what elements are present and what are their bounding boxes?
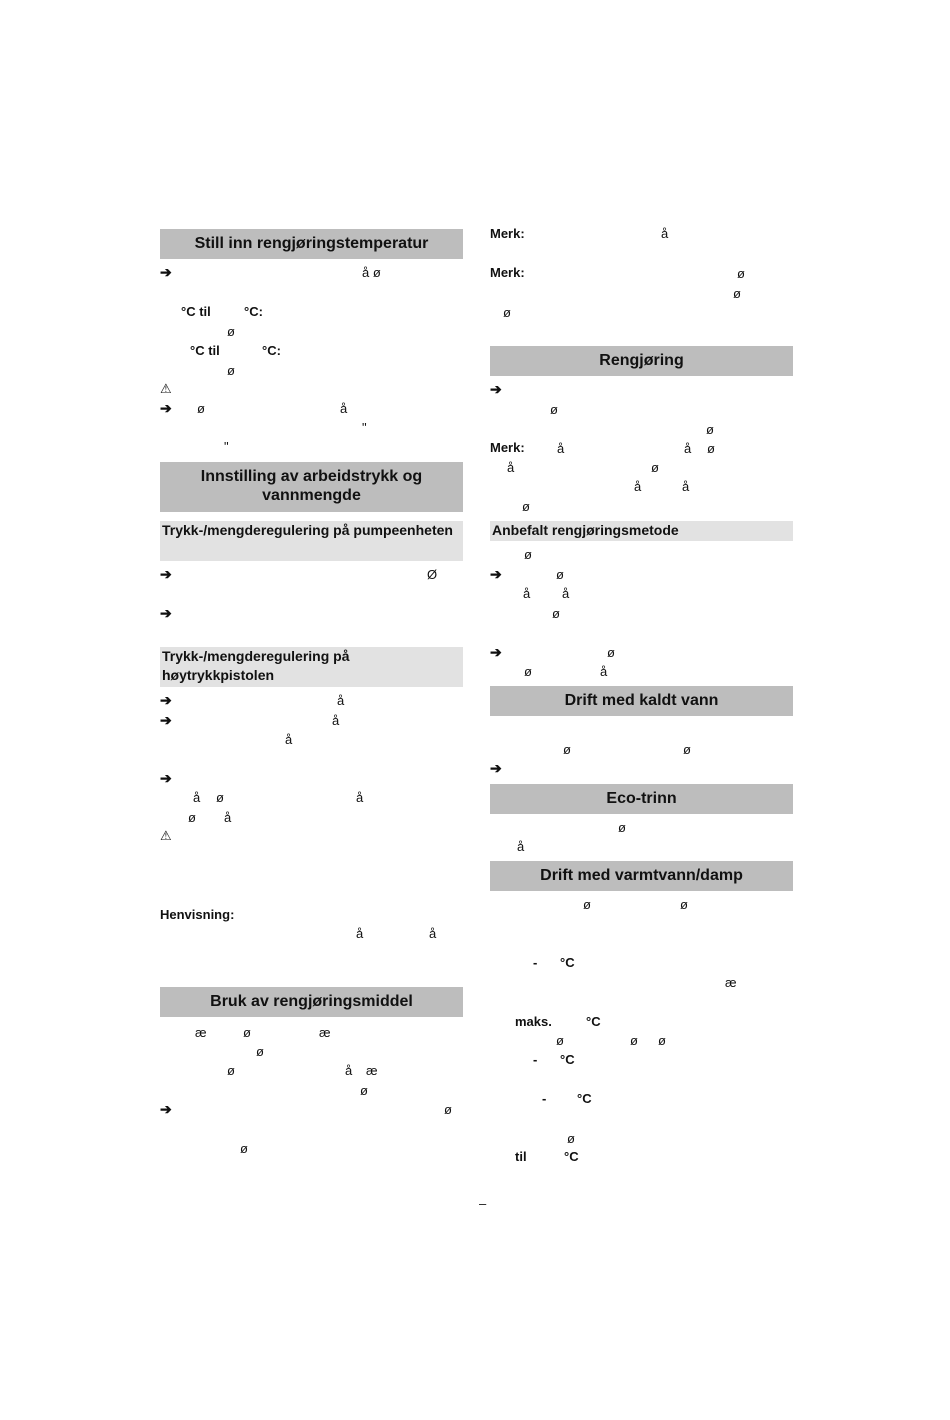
- text-fragment: ø: [216, 790, 224, 805]
- text-fragment: å: [517, 839, 525, 854]
- text-fragment: ø: [563, 742, 571, 757]
- text-fragment: ø: [550, 402, 558, 417]
- subheading-pump-unit: Trykk-/mengderegulering på pumpeenheten: [160, 521, 463, 561]
- text-fragment: ø: [256, 1044, 264, 1059]
- text-fragment: ø: [524, 547, 532, 562]
- text-fragment: å: [429, 926, 437, 941]
- temp-unit: °C: [577, 1091, 592, 1106]
- temp-dash: -: [542, 1091, 547, 1106]
- temp-unit: °C: [560, 955, 575, 970]
- arrow-icon: ➔: [160, 566, 172, 582]
- text-fragment: ø: [733, 286, 741, 301]
- warning-icon: ⚠: [160, 828, 172, 843]
- text-fragment: å: [345, 1063, 353, 1078]
- text-fragment: æ: [725, 975, 737, 990]
- note-label: Merk:: [490, 440, 525, 455]
- text-fragment: å: [600, 664, 608, 679]
- note-label: Merk:: [490, 265, 525, 280]
- text-fragment: å: [634, 479, 642, 494]
- text-fragment: ø: [522, 499, 530, 514]
- text-fragment: ø: [552, 606, 560, 621]
- arrow-icon: ➔: [160, 712, 172, 728]
- text-fragment: ø: [227, 1063, 235, 1078]
- text-fragment: ø: [227, 363, 235, 378]
- temp-unit: °C: [586, 1014, 601, 1029]
- text-fragment: å: [684, 441, 692, 456]
- section-heading-temperature: Still inn rengjøringstemperatur: [160, 229, 463, 259]
- text-fragment: ø: [240, 1141, 248, 1156]
- text-fragment: ø: [658, 1033, 666, 1048]
- text-fragment: ø: [503, 305, 511, 320]
- text-fragment: å: [523, 586, 531, 601]
- text-fragment: ø: [524, 664, 532, 679]
- section-heading-hot-water: Drift med varmtvann/damp: [490, 861, 793, 891]
- text-fragment: ø: [737, 266, 745, 281]
- text-fragment: å: [356, 926, 364, 941]
- note-label: Henvisning:: [160, 907, 235, 922]
- text-fragment: å: [557, 441, 565, 456]
- temp-range-label: til: [515, 1149, 527, 1164]
- arrow-icon: ➔: [160, 692, 172, 708]
- arrow-icon: ➔: [160, 605, 172, 621]
- arrow-icon: ➔: [160, 770, 172, 786]
- note-label: Merk:: [490, 226, 525, 241]
- text-fragment: ø: [227, 324, 235, 339]
- text-fragment: ø: [188, 810, 196, 825]
- text-fragment: å: [661, 226, 669, 241]
- text-fragment: æ: [195, 1025, 207, 1040]
- text-fragment: ø: [556, 567, 564, 582]
- text-fragment: ø: [360, 1083, 368, 1098]
- arrow-icon: ➔: [490, 566, 502, 582]
- text-fragment: å: [562, 586, 570, 601]
- text-fragment: å: [507, 460, 515, 475]
- section-heading-eco: Eco-trinn: [490, 784, 793, 814]
- temp-dash: -: [533, 955, 538, 970]
- text-fragment: å: [285, 732, 293, 747]
- arrow-icon: ➔: [490, 381, 502, 397]
- quote-mark: ": [362, 420, 367, 435]
- text-fragment: å: [682, 479, 690, 494]
- arrow-icon: ➔: [160, 264, 172, 280]
- text-fragment: å: [356, 790, 364, 805]
- temp-dash: -: [533, 1052, 538, 1067]
- arrow-icon: ➔: [490, 644, 502, 660]
- arrow-icon: ➔: [160, 1101, 172, 1117]
- text-fragment: ø: [243, 1025, 251, 1040]
- subheading-pressure-gun: Trykk-/mengderegulering på høytrykkpistolen: [160, 647, 463, 687]
- arrow-icon: ➔: [490, 760, 502, 776]
- text-fragment: å: [340, 401, 348, 416]
- text-fragment: ø: [556, 1033, 564, 1048]
- arrow-icon: ➔: [160, 400, 172, 416]
- page-number: –: [479, 1196, 487, 1211]
- text-fragment: ø: [567, 1131, 575, 1146]
- text-fragment: ø: [683, 742, 691, 757]
- section-heading-detergent: Bruk av rengjøringsmiddel: [160, 987, 463, 1017]
- text-fragment: å: [337, 693, 345, 708]
- temp-unit: °C: [560, 1052, 575, 1067]
- section-heading-pressure: Innstilling av arbeidstrykk og vannmengde: [160, 462, 463, 512]
- text-fragment: å: [332, 713, 340, 728]
- text-fragment: æ: [366, 1063, 378, 1078]
- text-fragment: ø: [680, 897, 688, 912]
- text-fragment: ø: [706, 422, 714, 437]
- text-fragment: Ø: [427, 567, 438, 582]
- text-fragment: ø: [444, 1102, 452, 1117]
- text-fragment: ø: [197, 401, 205, 416]
- text-fragment: å: [193, 790, 201, 805]
- text-fragment: æ: [319, 1025, 331, 1040]
- text-fragment: ø: [707, 441, 715, 456]
- section-heading-cold-water: Drift med kaldt vann: [490, 686, 793, 716]
- text-fragment: ø: [630, 1033, 638, 1048]
- text-fragment: å: [224, 810, 232, 825]
- text-fragment: ø: [583, 897, 591, 912]
- temp-range-unit: °C:: [262, 343, 281, 358]
- temp-range-label: °C til: [181, 304, 211, 319]
- temp-unit: °C: [564, 1149, 579, 1164]
- quote-mark: ": [224, 439, 229, 454]
- text-fragment: ø: [607, 645, 615, 660]
- section-heading-cleaning: Rengjøring: [490, 346, 793, 376]
- temp-range-label: °C til: [190, 343, 220, 358]
- warning-icon: ⚠: [160, 381, 172, 396]
- text-fragment: ø: [618, 820, 626, 835]
- temp-range-unit: °C:: [244, 304, 263, 319]
- subheading-recommended-method: Anbefalt rengjøringsmetode: [490, 521, 793, 541]
- text-fragment: å ø: [362, 265, 381, 280]
- text-fragment: ø: [651, 460, 659, 475]
- temp-max-label: maks.: [515, 1014, 552, 1029]
